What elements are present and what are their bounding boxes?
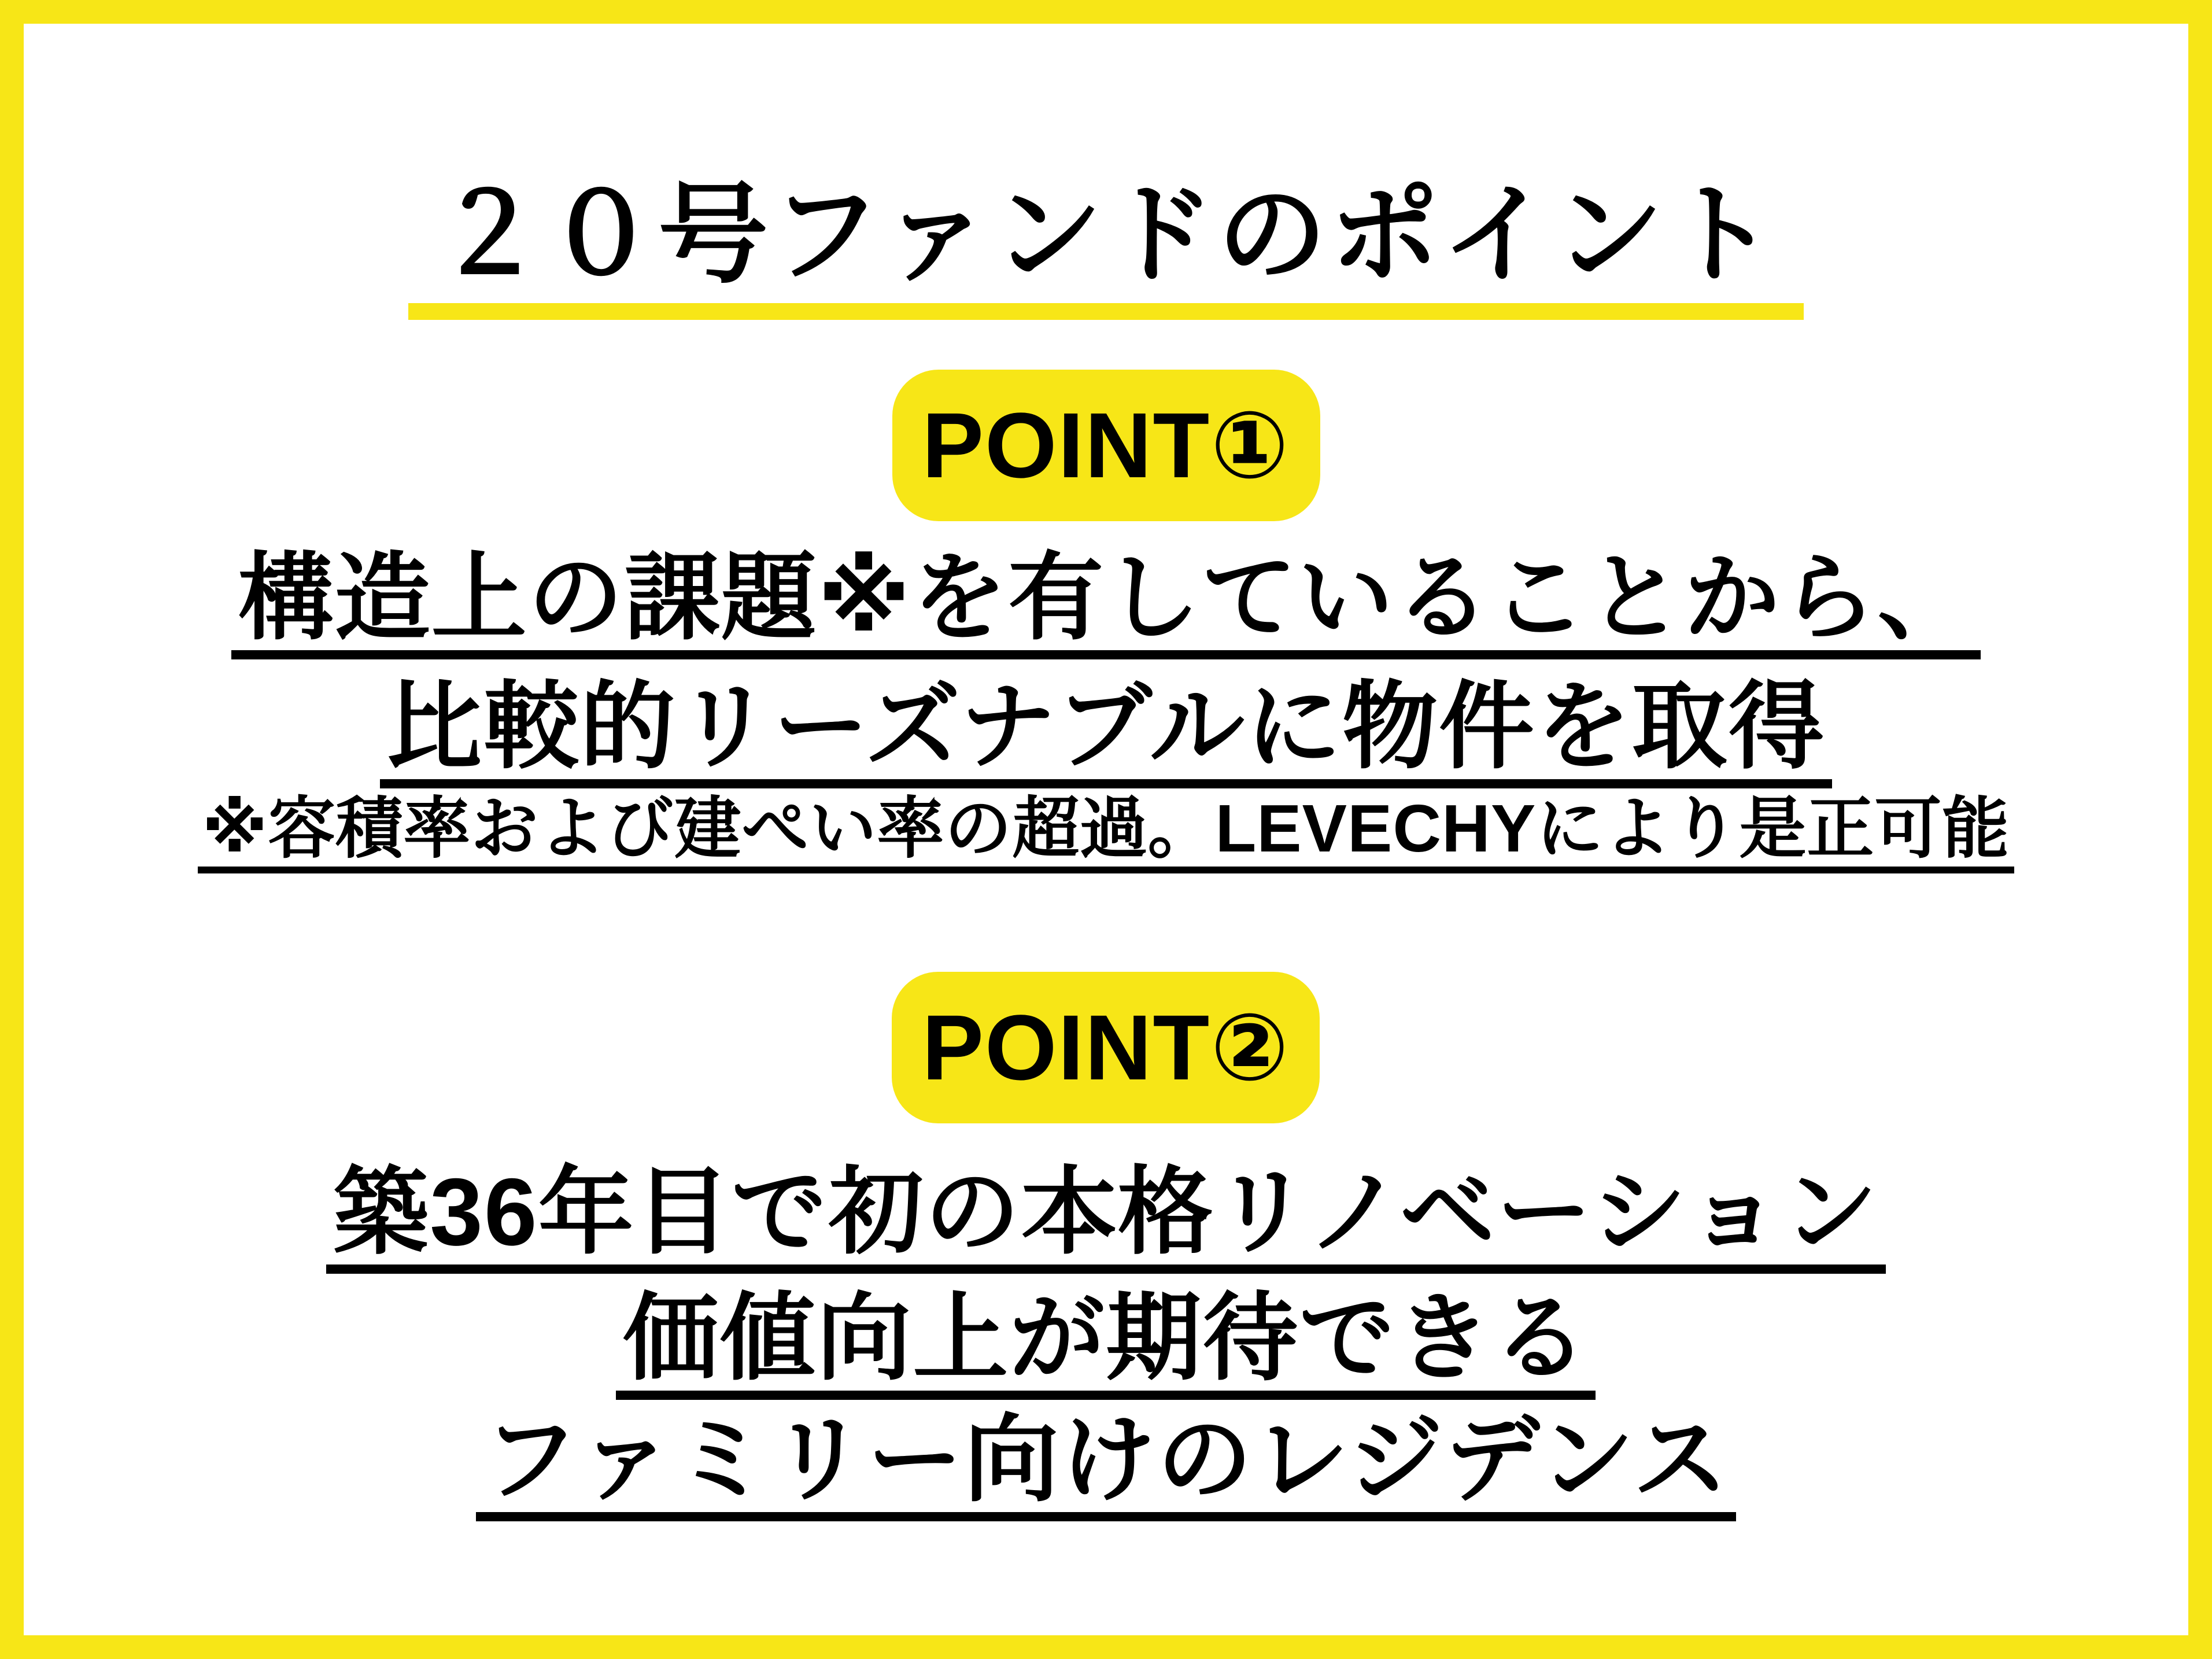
point-2-badge: POINT② bbox=[892, 972, 1320, 1123]
point-2-line-1: 築36年目で初の本格リノベーション bbox=[326, 1164, 1886, 1274]
point-1-line-2: 比較的リーズナブルに物件を取得 bbox=[380, 679, 1832, 788]
point-1-line-1: 構造上の課題※を有していることから、 bbox=[231, 550, 1981, 659]
point-2-line-2: 価値向上が期待できる bbox=[616, 1291, 1596, 1400]
title-underline-bar bbox=[408, 303, 1804, 320]
page-title: ２０号ファンドのポイント bbox=[434, 174, 1778, 296]
point-2-line-3: ファミリー向けのレジデンス bbox=[476, 1412, 1736, 1521]
section-point-1 bbox=[198, 320, 2015, 873]
point-1-badge: POINT① bbox=[892, 370, 1320, 521]
section-point-2 bbox=[326, 873, 1886, 1521]
point-1-footnote: ※容積率および建ぺい率の超過。LEVECHYにより是正可能 bbox=[198, 795, 2015, 873]
